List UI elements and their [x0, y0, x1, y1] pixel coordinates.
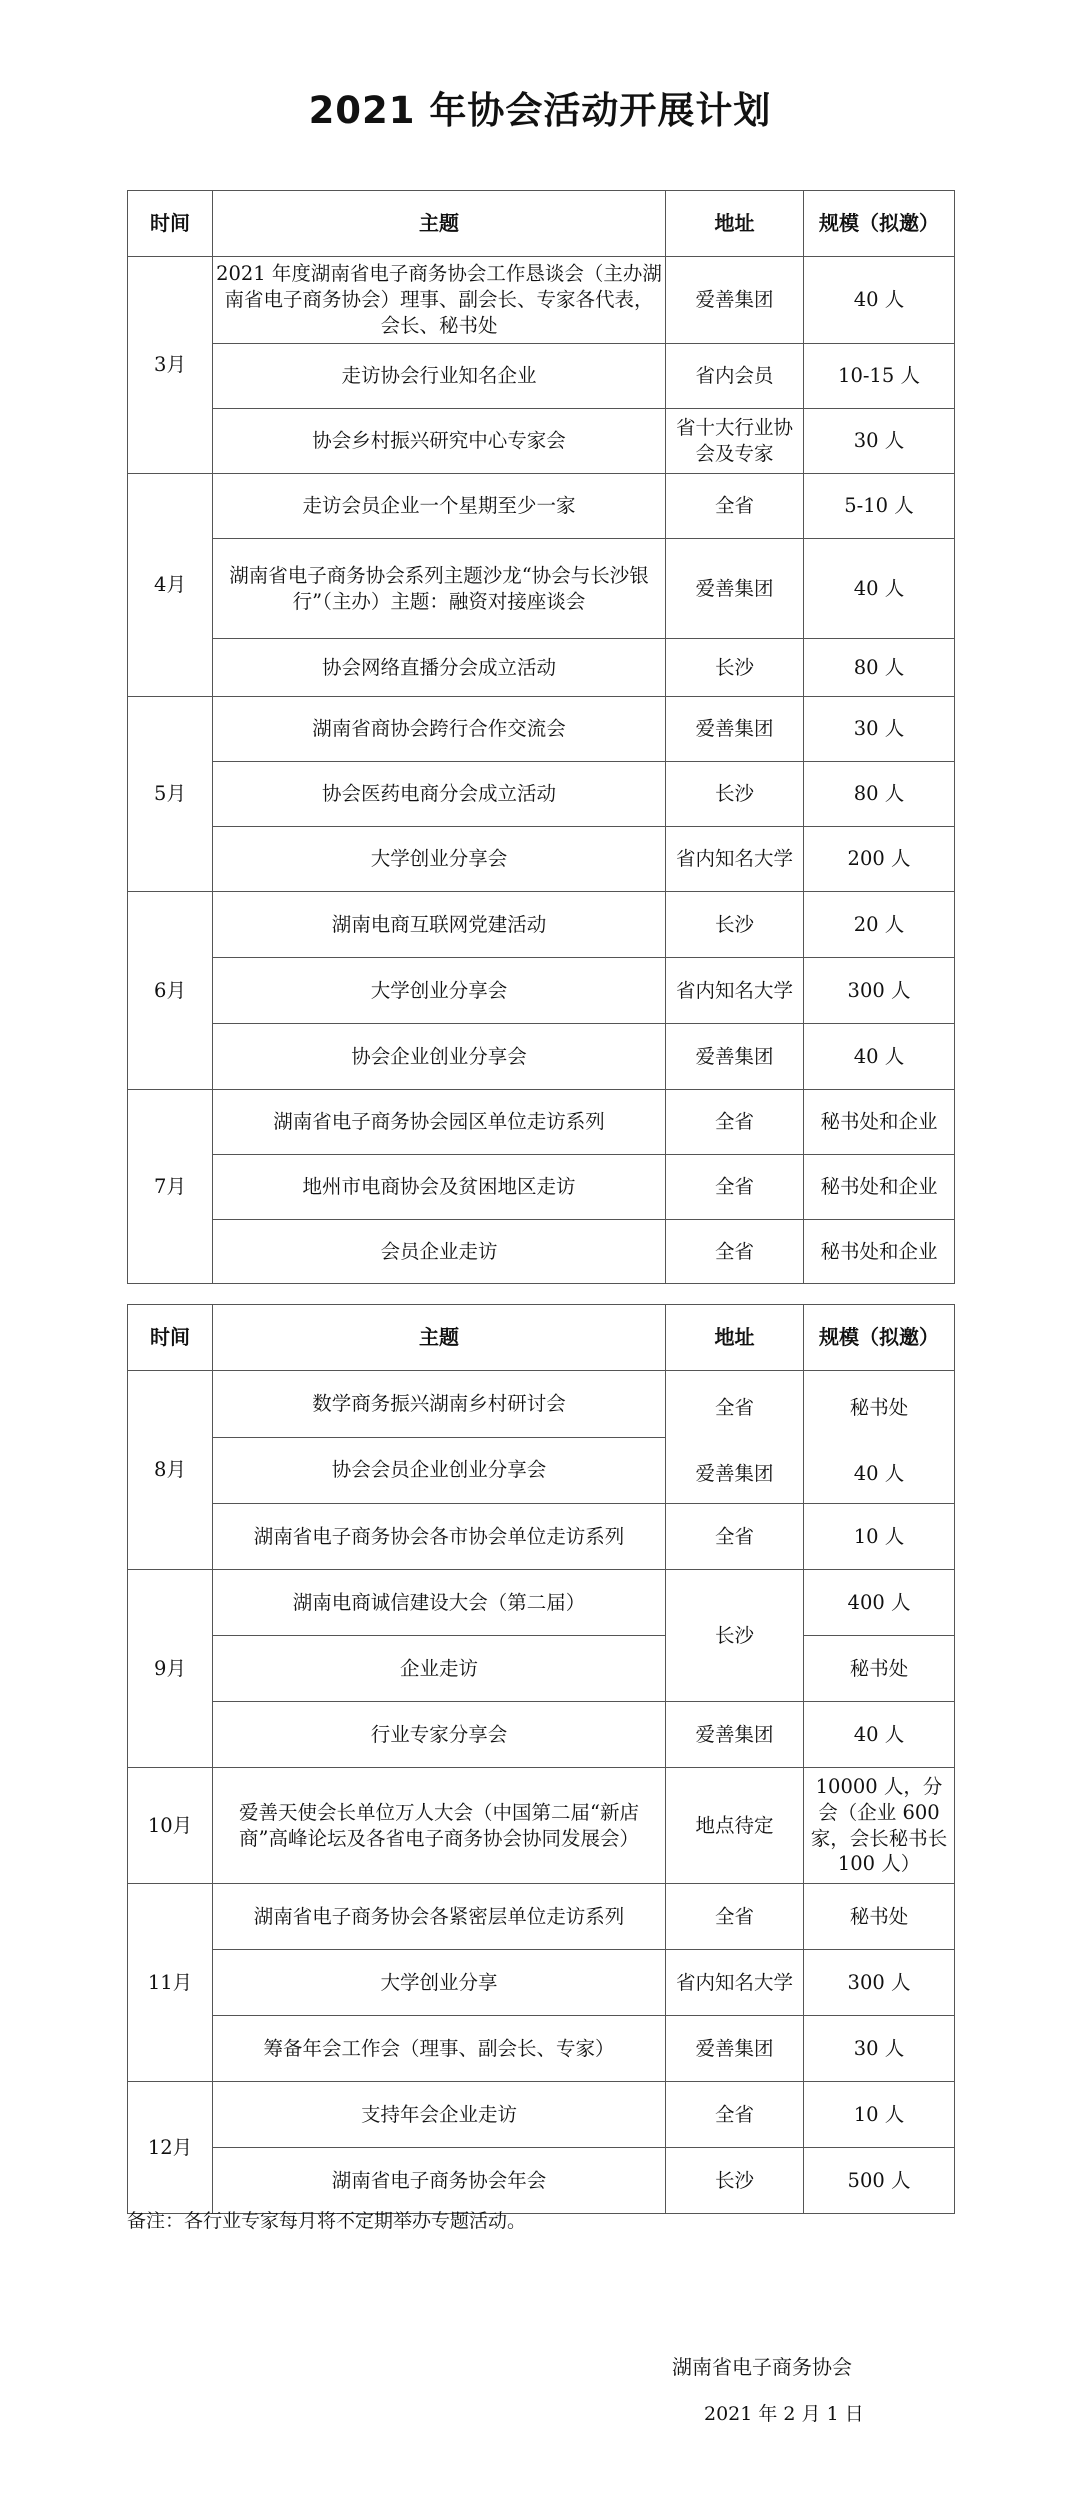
scale-text: 40 人: [853, 1462, 905, 1485]
month-cell: 11月: [128, 1884, 213, 2082]
header-location: 地址: [666, 1305, 804, 1371]
topic-cell: 走访协会行业知名企业: [213, 344, 666, 409]
schedule-table-1: [127, 190, 955, 1284]
table-row: [128, 827, 955, 892]
topic-cell: 湖南省电子商务协会各市协会单位走访系列: [213, 1504, 666, 1570]
table-row: [128, 2148, 955, 2214]
header-topic: 主题: [213, 1305, 666, 1371]
table-header-row: [128, 191, 955, 257]
location-cell: 长沙: [666, 1570, 804, 1702]
signature-date: 2021 年 2 月 1 日: [704, 2403, 864, 2425]
table-row: [128, 1371, 955, 1438]
schedule-table-2: [127, 1304, 955, 2214]
table-row: [128, 958, 955, 1024]
location-cell: 省内会员: [666, 344, 804, 409]
table-row: [128, 474, 955, 539]
topic-cell: 2021 年度湖南省电子商务协会工作恳谈会（主办湖南省电子商务协会）理事、副会长、专家各代表，会长、秘书处: [213, 257, 666, 344]
topic-cell: 协会网络直播分会成立活动: [213, 639, 666, 697]
scale-cell: 80 人: [804, 639, 955, 697]
month-cell: 3月: [128, 257, 213, 474]
topic-cell: 地州市电商协会及贫困地区走访: [213, 1155, 666, 1220]
table-row: [128, 2082, 955, 2148]
scale-cell: 400 人: [804, 1570, 955, 1636]
location-cell: 全省: [666, 1220, 804, 1284]
table-row: [128, 1155, 955, 1220]
location-cell: 省内知名大学: [666, 958, 804, 1024]
table-row: [128, 344, 955, 409]
topic-cell: 企业走访: [213, 1636, 666, 1702]
table-row: [128, 1768, 955, 1884]
topic-cell: 支持年会企业走访: [213, 2082, 666, 2148]
scale-cell: 秘书处: [804, 1636, 955, 1702]
table-row: [128, 762, 955, 827]
location-cell: 爱善集团: [666, 2016, 804, 2082]
table-row: [128, 639, 955, 697]
scale-cell: 秘书处: [804, 1884, 955, 1950]
scale-cell: 20 人: [804, 892, 955, 958]
topic-cell: 大学创业分享会: [213, 958, 666, 1024]
topic-cell: 湖南省电子商务协会园区单位走访系列: [213, 1090, 666, 1155]
topic-cell: 筹备年会工作会（理事、副会长、专家）: [213, 2016, 666, 2082]
topic-cell: 大学创业分享: [213, 1950, 666, 2016]
location-cell: 长沙: [666, 2148, 804, 2214]
topic-cell: 湖南省商协会跨行合作交流会: [213, 697, 666, 762]
location-text: 爱善集团: [695, 1462, 774, 1485]
month-cell: 4月: [128, 474, 213, 697]
scale-cell: 200 人: [804, 827, 955, 892]
location-cell: 爱善集团: [666, 697, 804, 762]
topic-cell: 爱善天使会长单位万人大会（中国第二届“新店商”高峰论坛及各省电子商务协会协同发展会）: [213, 1768, 666, 1884]
header-time: 时间: [128, 191, 213, 257]
topic-cell: 协会企业创业分享会: [213, 1024, 666, 1090]
scale-cell: 40 人: [804, 539, 955, 639]
page-title: 2021 年协会活动开展计划: [308, 89, 772, 132]
scale-cell: 500 人: [804, 2148, 955, 2214]
scale-cell: 30 人: [804, 409, 955, 474]
scale-cell: 40 人: [804, 257, 955, 344]
topic-cell: 数学商务振兴湖南乡村研讨会: [213, 1371, 666, 1438]
month-cell: 10月: [128, 1768, 213, 1884]
table-row: [128, 257, 955, 344]
location-cell: 全省: [666, 1155, 804, 1220]
topic-cell: 湖南电商诚信建设大会（第二届）: [213, 1570, 666, 1636]
topic-cell: 湖南电商互联网党建活动: [213, 892, 666, 958]
scale-cell: 10000 人，分会（企业 600 家，会长秘书长 100 人）: [804, 1768, 955, 1884]
header-scale: 规模（拟邀）: [804, 1305, 955, 1371]
scale-cell: 10 人: [804, 2082, 955, 2148]
topic-cell: 湖南省电子商务协会年会: [213, 2148, 666, 2214]
topic-cell: 走访会员企业一个星期至少一家: [213, 474, 666, 539]
table-row: [128, 409, 955, 474]
table-header-row: [128, 1305, 955, 1371]
location-cell: 全省: [666, 1884, 804, 1950]
location-cell: 长沙: [666, 762, 804, 827]
table-row: [128, 1702, 955, 1768]
scale-cell: 300 人: [804, 958, 955, 1024]
month-cell: 6月: [128, 892, 213, 1090]
scale-cell: 10 人: [804, 1504, 955, 1570]
table-row: [128, 1504, 955, 1570]
topic-cell: 湖南省电子商务协会系列主题沙龙“协会与长沙银行”（主办）主题：融资对接座谈会: [213, 539, 666, 639]
topic-cell: 协会会员企业创业分享会: [213, 1437, 666, 1504]
table-row: [128, 1220, 955, 1284]
location-text: 全省: [714, 1396, 754, 1419]
scale-cell: 300 人: [804, 1950, 955, 2016]
header-location: 地址: [666, 191, 804, 257]
table-row: [128, 539, 955, 639]
month-cell: 7月: [128, 1090, 213, 1284]
scale-cell: 秘书处和企业: [804, 1090, 955, 1155]
topic-cell: 协会乡村振兴研究中心专家会: [213, 409, 666, 474]
location-cell-merged: [666, 1371, 804, 1504]
header-topic: 主题: [213, 191, 666, 257]
header-time: 时间: [128, 1305, 213, 1371]
topic-cell: 协会医药电商分会成立活动: [213, 762, 666, 827]
footnote: 备注：各行业专家每月将不定期举办专题活动。: [127, 2210, 527, 2232]
month-cell: 8月: [128, 1371, 213, 1570]
scale-cell: 30 人: [804, 697, 955, 762]
location-cell: 省内知名大学: [666, 1950, 804, 2016]
table-row: [128, 1090, 955, 1155]
scale-cell: 30 人: [804, 2016, 955, 2082]
header-scale: 规模（拟邀）: [804, 191, 955, 257]
table-row: [128, 1636, 955, 1702]
scale-cell: 40 人: [804, 1024, 955, 1090]
location-cell: 地点待定: [666, 1768, 804, 1884]
location-cell: 爱善集团: [666, 257, 804, 344]
topic-cell: 湖南省电子商务协会各紧密层单位走访系列: [213, 1884, 666, 1950]
location-cell: 爱善集团: [666, 1702, 804, 1768]
scale-text: 秘书处: [849, 1396, 909, 1419]
scale-cell: 秘书处和企业: [804, 1220, 955, 1284]
location-cell: 爱善集团: [666, 1024, 804, 1090]
scale-cell: 秘书处和企业: [804, 1155, 955, 1220]
table-row: [128, 892, 955, 958]
topic-cell: 行业专家分享会: [213, 1702, 666, 1768]
location-cell: 全省: [666, 1090, 804, 1155]
table-row: [128, 697, 955, 762]
scale-cell-merged: [804, 1371, 955, 1504]
location-cell: 省十大行业协会及专家: [666, 409, 804, 474]
topic-cell: 大学创业分享会: [213, 827, 666, 892]
month-cell: 9月: [128, 1570, 213, 1768]
location-cell: 全省: [666, 2082, 804, 2148]
scale-cell: 40 人: [804, 1702, 955, 1768]
month-cell: 5月: [128, 697, 213, 892]
location-cell: 全省: [666, 1504, 804, 1570]
location-cell: 长沙: [666, 892, 804, 958]
scale-cell: 80 人: [804, 762, 955, 827]
signature-organization: 湖南省电子商务协会: [672, 2355, 852, 2379]
scale-cell: 10-15 人: [804, 344, 955, 409]
table-row: [128, 1570, 955, 1636]
location-cell: 省内知名大学: [666, 827, 804, 892]
location-cell: 长沙: [666, 639, 804, 697]
table-row: [128, 1024, 955, 1090]
location-cell: 全省: [666, 474, 804, 539]
table-row: [128, 1950, 955, 2016]
month-cell: 12月: [128, 2082, 213, 2214]
topic-cell: 会员企业走访: [213, 1220, 666, 1284]
location-cell: 爱善集团: [666, 539, 804, 639]
table-row: [128, 1884, 955, 1950]
scale-cell: 5-10 人: [804, 474, 955, 539]
table-row: [128, 2016, 955, 2082]
